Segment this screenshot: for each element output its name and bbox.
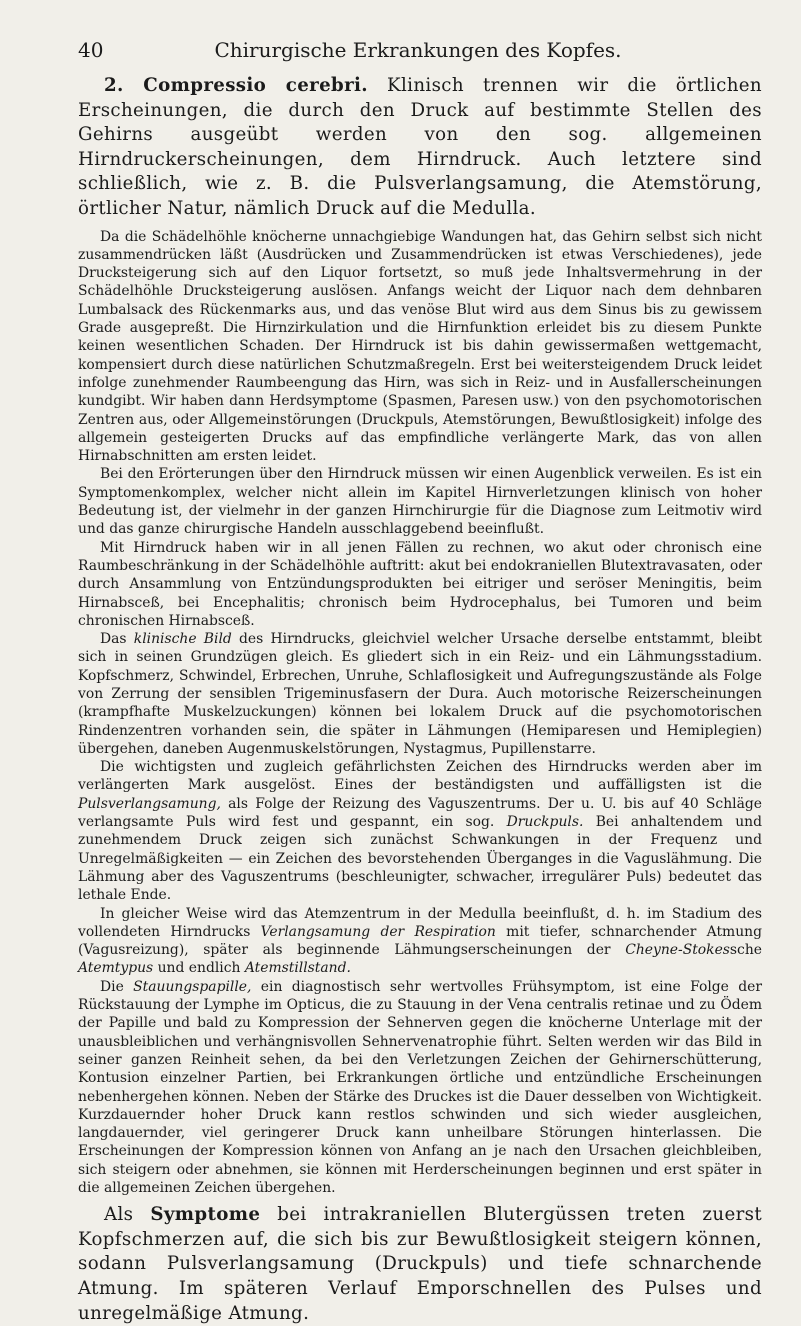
paragraph-3: Mit Hirndruck haben wir in all jenen Fällen zu rechnen, wo akut oder chronisch eine Raumbeschränkung in der Schädelhöhle auftritt: akut bei endokraniellen Blutextravasaten, oder durch Ansammlung von Entzündungsprodukten bei eitriger und seröser Meningitis, beim Hirnabsceß, bei Encephalitis; chronisch beim Hydrocephalus, bei Tumoren und beim chronischen Hirnabsceß. <box>78 539 762 629</box>
section-heading: 2. Compressio cerebri. <box>104 75 369 96</box>
running-title: Chirurgische Erkrankungen des Kopfes. <box>214 38 622 62</box>
emphasis: Verlangsamung der Respiration <box>260 923 496 940</box>
text-run: und endlich <box>153 960 245 977</box>
text-run: Als <box>104 1204 151 1226</box>
text-run: In gleicher Weise wird das Atemzentrum in der Medulla beeinflußt, d. h. im Stadium des vollendeten Hirndrucks <box>78 905 762 940</box>
text-run: Die <box>100 978 134 995</box>
emphasis: klinische Bild <box>133 631 232 648</box>
text-run: als Folge der Reizung des Vaguszentrums. Der u. U. bis auf 40 Schläge verlangsamte Puls wird fest und gespannt, ein sog. <box>78 795 762 831</box>
text-run: Die wichtigsten und zugleich gefährlichsten Zeichen des Hirndrucks werden aber im verlängerten Mark ausgelöst. Eines der beständigsten und auffälligsten ist die <box>78 759 762 794</box>
paragraph-1: Da die Schädelhöhle knöcherne unnachgiebige Wandungen hat, das Gehirn selbst sich nicht zusammendrücken läßt (Ausdrücken und Zusammendrücken ist etwas Verschiedenes), jede Drucksteigerung sich auf den Liquor fortsetzt, so muß jede Inhaltsvermehrung in der Schädelhöhle Drucksteigerung auslösen. Anfangs weicht der Liquor nach dem dehnbaren Lumbalsack des Rückenmarks aus, und das venöse Blut wird aus dem Sinus bis zu gewissem Grade ausgepreßt. Die Hirnzirkulation und die Hirnfunktion erleidet bis zu diesem Punkte keinen wesentlichen Schaden. Der Hirndruck ist bis dahin gewissermaßen wettgemacht, kompensiert durch diese natürlichen Schutzmaßregeln. Erst bei weitersteigendem Druck leidet infolge zunehmender Raumbeengung das Hirn, was sich in Reiz- und in Ausfallerscheinungen kundgibt. Wir haben dann Herdsymptome (Spasmen, Paresen usw.) von den psychomotorischen Zentren aus, oder Allgemeinstörungen (Druckpuls, Atemstörungen, Bewußtlosigkeit) infolge des allgemein gesteigerten Drucks auf das empfindliche verlängerte Mark, das von allen Hirnabschnitten am ersten leidet. <box>78 228 762 465</box>
emphasis: Druckpuls. <box>506 814 584 831</box>
page-number: 40 <box>78 38 104 62</box>
section-text: Klinisch trennen wir die örtlichen Erscheinungen, die durch den Druck auf bestimmte Stellen des Gehirns ausgeübt werden von den sog. allgemeinen Hirndruckerscheinungen, dem Hirndruck. Auch letztere sind schließlich, wie z. B. die Pulsverlangsamung, die Atemstörung, örtlicher Natur, nämlich Druck auf die Medulla. <box>78 75 762 219</box>
paragraph-4 <box>78 630 762 758</box>
paragraph-2: Bei den Erörterungen über den Hirndruck müssen wir einen Augenblick verweilen. Es ist ein Symptomenkomplex, welcher nicht allein im Kapitel Hirnverletzungen klinisch von hoher Bedeutung ist, der vielmehr in der ganzen Hirnchirurgie für die Diagnose zum Leitmotiv wird und das ganze chirurgische Handeln ausschlaggebend beeinflußt. <box>78 466 762 538</box>
emphasis: Stauungspapille, <box>133 978 252 995</box>
paragraph-6 <box>78 905 762 978</box>
page-header <box>78 38 758 68</box>
paragraph-symptome <box>78 1203 762 1326</box>
text-run: mit tiefer, schnarchender Atmung (Vagusreizung), später als beginnende Lähmungserscheinungen der <box>78 923 762 959</box>
page-body <box>78 74 762 1326</box>
text-run: Bei anhaltendem und zunehmendem Druck zeigen sich zunächst Schwankungen in der Frequenz und Unregelmäßigkeiten — ein Zeichen des bevorstehenden Überganges in die Vaguslähmung. Die Lähmung aber des Vaguszentrums (beschleunigter, schwacher, irregulärer Puls) bedeutet das lethale Ende. <box>78 814 762 904</box>
bold-term: Symptome <box>150 1204 261 1226</box>
paragraph-7 <box>78 978 762 1198</box>
emphasis: Atemtypus <box>78 960 154 977</box>
emphasis: Atemstillstand. <box>244 960 351 977</box>
text-run: bei intrakraniellen Blutergüssen treten zuerst Kopfschmerzen auf, die sich bis zur Bewußtlosigkeit steigern können, sodann Pulsverlangsamung (Druckpuls) und tiefe schnarchende Atmung. Im späteren Verlauf Emporschnellen des Pulses und unregelmäßige Atmung. <box>78 1204 763 1324</box>
text-run: ein diagnostisch sehr wertvolles Frühsymptom, ist eine Folge der Rückstauung der Lymphe im Opticus, die zu Stauung in der Vena centralis retinae und zu Ödem der Papille und bald zu Kompression der Sehnerven gegen die knöcherne Unterlage mit der unausbleiblichen und verhängnisvollen Sehnervenatrophie führt. Selten werden wir das Bild in seiner ganzen Reinheit sehen, da bei den Verletzungen Zeichen der Gehirnerschütterung, Kontusion einzelner Partien, bei Erkrankungen örtliche und entzündliche Erscheinungen nebenhergehen können. Neben der Stärke des Druckes ist die Dauer desselben von Wichtigkeit. Kurzdauernder hoher Druck kann restlos schwinden und sich wieder ausgleichen, langdauernder, viel geringerer Druck kann unheilbare Störungen hinterlassen. Die Erscheinungen der Kompression können von Anfang an je nach den Ursachen gleichbleiben, sich steigern oder abnehmen, sie können mit Herderscheinungen beginnen und erst später in die allgemeinen Zeichen übergehen. <box>78 978 762 1196</box>
emphasis: Pulsverlangsamung, <box>78 795 221 812</box>
emphasis: Cheyne-Stokes <box>625 942 730 959</box>
section-paragraph-compressio <box>78 74 762 222</box>
text-run: sche <box>729 942 762 959</box>
paragraph-5 <box>78 758 762 904</box>
text-run: des Hirndrucks, gleichviel welcher Ursache derselbe entstammt, bleibt sich in seinen Grundzügen gleich. Es gliedert sich in ein Reiz- und ein Lähmungsstadium. Kopfschmerz, Schwindel, Erbrechen, Unruhe, Schlaflosigkeit und Aufregungszustände als Folge von Zerrung der sensiblen Trigeminusfasern der Dura. Auch motorische Reizerscheinungen (krampfhafte Muskelzuckungen) können bei lokalem Druck auf die psychomotorischen Rindenzentren vorhanden sein, die später in Lähmungen (Hemiparesen und Hemiplegien) übergehen, daneben Augenmuskelstörungen, Nystagmus, Pupillenstarre. <box>78 631 763 757</box>
text-run: Das <box>100 631 134 648</box>
